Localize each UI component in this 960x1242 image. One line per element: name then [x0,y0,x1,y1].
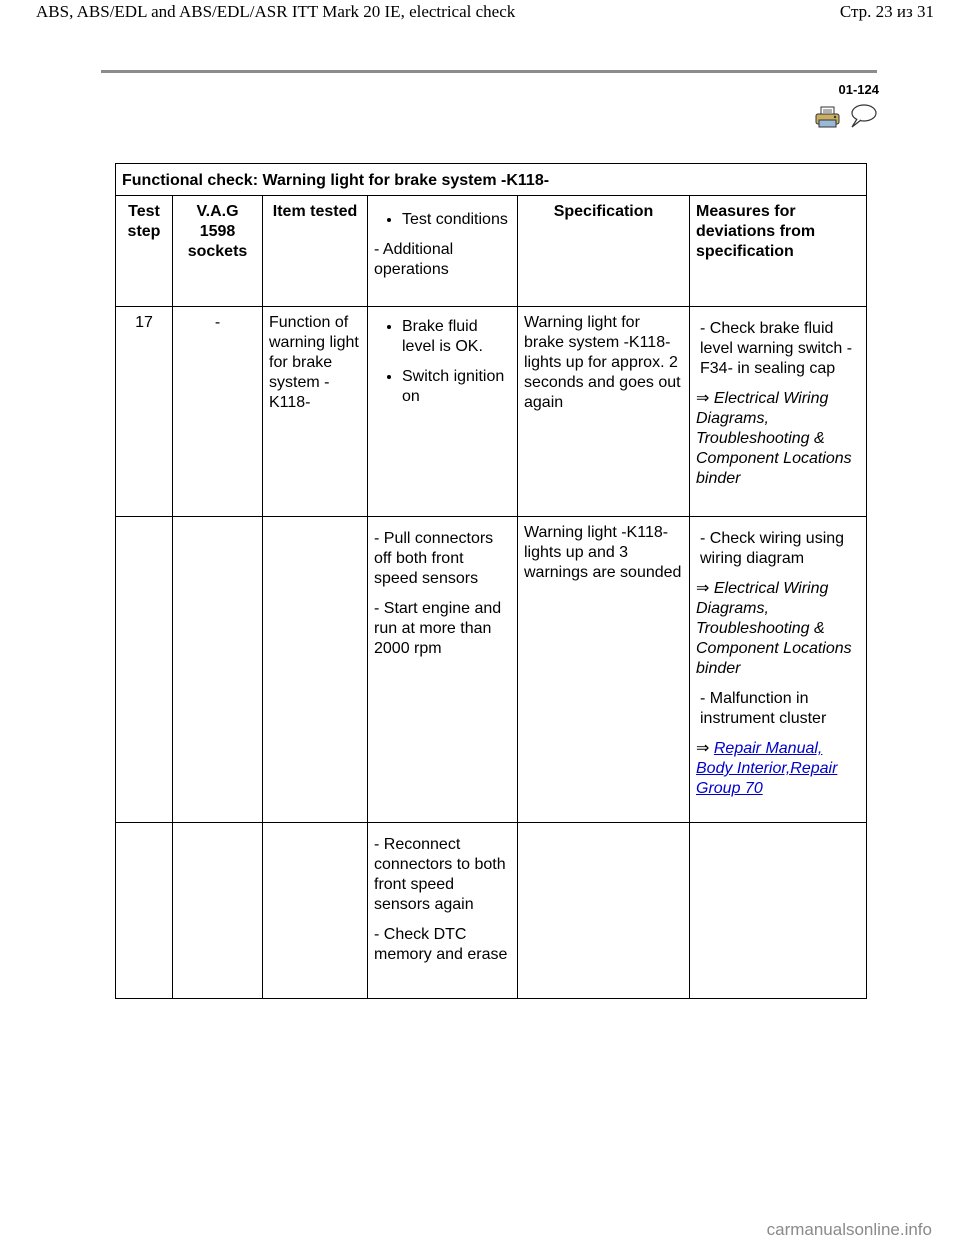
cell-operations [368,823,518,999]
measure-text: - Check wiring using wiring diagram [700,530,845,567]
cell-measures-empty [690,823,867,999]
cell-step: 17 [116,307,173,517]
cell-conditions [368,307,518,517]
measure-reference: ⇒ Electrical Wiring Diagrams, Troubleshooting & Component Locations binder [696,390,852,487]
measure-reference: ⇒ Electrical Wiring Diagrams, Troubleshooting & Component Locations binder [696,580,852,677]
table-title: Functional check: Warning light for brake system -K118- [116,164,867,196]
cell-measures [690,517,867,823]
col-header-item: Item tested [263,196,368,307]
speech-bubble-icon[interactable] [848,103,878,129]
page-code: 01-124 [838,82,879,97]
printer-icon[interactable] [815,106,841,128]
col-header-additional: - Additional operations [374,241,454,278]
cell-spec: Warning light -K118- lights up and 3 warnings are sounded [518,517,690,823]
cell-item: Function of warning light for brake system -K118- [263,307,368,517]
page-indicator: Стр. 23 из 31 [839,2,934,21]
cell-item-empty [263,823,368,999]
arrow-right-icon: ⇒ [696,740,710,757]
condition-item: • Brake fluid level is OK. [402,317,511,357]
col-header-spec: Specification [518,196,690,307]
cell-measures [690,307,867,517]
cell-sockets-empty [173,517,263,823]
measure-text: - Malfunction in instrument cluster [700,690,827,727]
measure-link-ref [696,739,860,799]
operation-item: - Pull connectors off both front speed sensors [374,530,494,587]
cell-step-empty [116,823,173,999]
document-title: ABS, ABS/EDL and ABS/EDL/ASR ITT Mark 20 IE, electrical check [36,2,516,21]
col-header-sockets: V.A.G 1598 sockets [173,196,263,307]
col-header-measures: Measures for deviations from specification [690,196,867,307]
cell-sockets: - [173,307,263,517]
cell-spec: Warning light for brake system -K118- lights up for approx. 2 seconds and goes out again [518,307,690,517]
cell-item-empty [263,517,368,823]
functional-check-table [115,163,867,999]
measure-text: - Check brake fluid level warning switch -F34- in sealing cap [700,320,853,377]
cell-sockets-empty [173,823,263,999]
repair-manual-link[interactable]: Repair Manual, Body Interior,Repair Group 70 [696,740,838,797]
cell-spec-empty [518,823,690,999]
operation-item: - Reconnect connectors to both front speed sensors again [374,836,506,913]
col-header-step: Test step [116,196,173,307]
condition-item: • Switch ignition on [402,367,511,407]
arrow-right-icon: ⇒ [696,390,710,407]
cell-step-empty [116,517,173,823]
operation-item: - Check DTC memory and erase [374,926,508,963]
col-header-conditions-bullet: • Test conditions [402,210,511,230]
cell-operations [368,517,518,823]
arrow-right-icon: ⇒ [696,580,710,597]
watermark: carmanualsonline.info [766,1220,932,1239]
operation-item: - Start engine and run at more than 2000 rpm [374,600,502,657]
header-divider [101,70,877,73]
col-header-conditions [368,196,518,307]
